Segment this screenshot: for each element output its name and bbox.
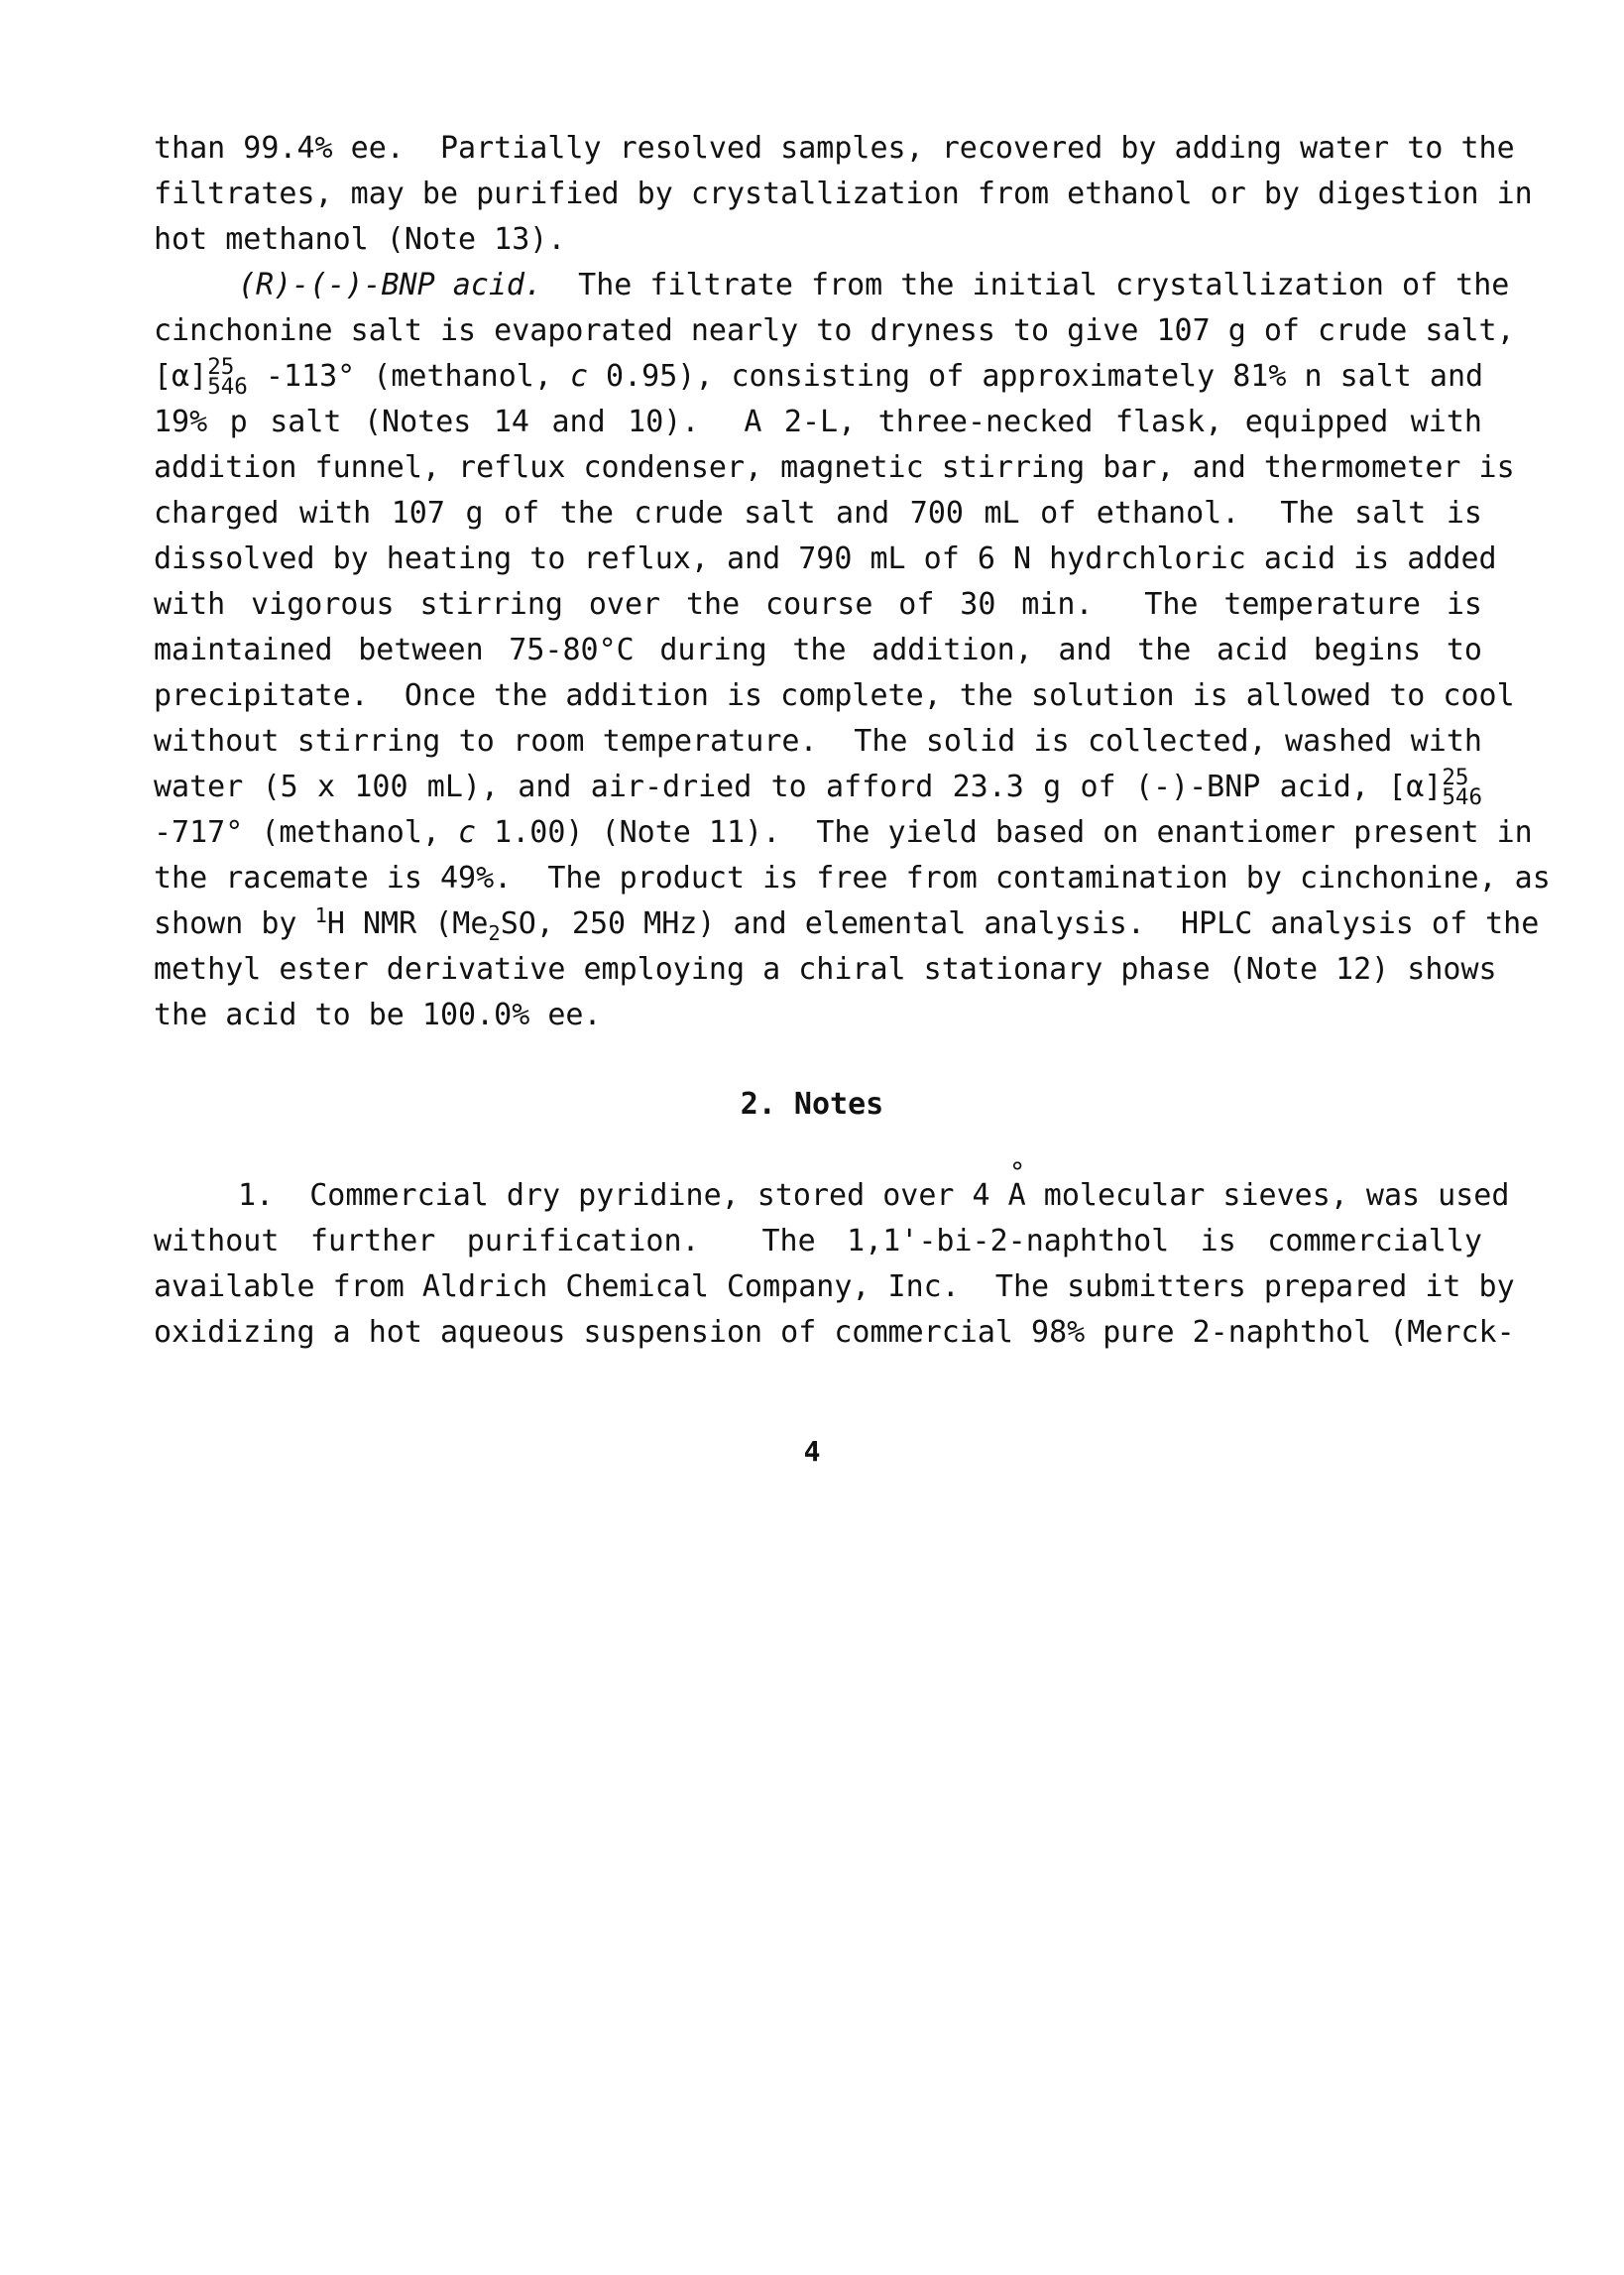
rotation-wavelength: 546 [207,373,248,400]
rotation-symbol: [α] [154,359,208,394]
section-label: (R)-(-)-BNP acid. [238,268,543,302]
body-line: the racemate is 49%. The product is free from contamination by cinchonine, as [154,861,1551,896]
angstrom-symbol: ° A [1008,1176,1026,1216]
subscript: 2 [488,920,501,945]
body-text: molecular sieves, was used [1025,1178,1510,1213]
body-text: -113° (methanol, [247,359,570,394]
body-line: without further purification. The 1,1'-bi-2-naphthol is commercially [154,1224,1482,1258]
page-number: 4 [803,1435,821,1468]
concentration-symbol: c [458,815,477,850]
body-line: precipitate. Once the addition is complete, the solution is allowed to cool [154,678,1515,713]
body-text: water (5 x 100 mL), and air-dried to afford 23.3 g of (-)-BNP acid, [154,770,1389,804]
body-line: than 99.4% ee. Partially resolved samples, recovered by adding water to the [154,131,1515,166]
body-line: available from Aldrich Chemical Company, Inc. The submitters prepared it by [154,1269,1515,1304]
body-line [238,266,1510,305]
rotation-indices [207,354,248,400]
body-line [154,354,1484,400]
superscript: 1 [314,902,327,927]
body-line: addition funnel, reflux condenser, magnetic stirring bar, and thermometer is [154,450,1515,485]
body-line: with vigorous stirring over the course of 30 min. The temperature is [154,587,1482,622]
body-line: hot methanol (Note 13). [154,222,566,257]
body-line [238,1176,1510,1216]
body-line: charged with 107 g of the crude salt and 700 mL of ethanol. The salt is [154,496,1482,531]
body-line: the acid to be 100.0% ee. [154,998,602,1032]
rotation-temp: 25 [207,354,235,381]
body-line: 19% p salt (Notes 14 and 10). A 2-L, three-necked flask, equipped with [154,405,1482,439]
body-line: maintained between 75-80°C during the addition, and the acid begins to [154,633,1482,667]
body-text: The filtrate from the initial crystallization of the [542,268,1510,302]
body-text: SO, 250 MHz) and elemental analysis. HPLC analysis of the [500,906,1540,941]
body-line [154,813,1533,853]
body-text: -717° (methanol, [154,815,459,850]
concentration-symbol: c [569,359,588,394]
rotation-symbol: [α] [1388,770,1443,804]
body-line: filtrates, may be purified by crystallization from ethanol or by digestion in [154,177,1533,211]
rotation-wavelength: 546 [1442,783,1482,810]
body-text: shown by [154,906,315,941]
body-line: oxidizing a hot aqueous suspension of commercial 98% pure 2-naphthol (Merck- [154,1315,1515,1350]
rotation-temp: 25 [1442,765,1469,791]
body-line: methyl ester derivative employing a chiral stationary phase (Note 12) shows [154,952,1497,987]
body-text: 1. Commercial dry pyridine, stored over 4 [238,1178,1008,1213]
body-text: H NMR (Me [326,906,489,941]
rotation-indices [1442,765,1482,810]
body-text: 0.95), consisting of approximately 81% n salt and [588,359,1484,394]
body-line: dissolved by heating to reflux, and 790 mL of 6 N hydrchloric acid is added [154,541,1497,576]
section-heading: 2. Notes [740,1087,884,1122]
body-text: 1.00) (Note 11). The yield based on enantiomer present in [476,815,1533,850]
body-line [154,765,1482,810]
body-line [154,902,1540,946]
body-line: cinchonine salt is evaporated nearly to dryness to give 107 g of crude salt, [154,313,1515,348]
body-line: without stirring to room temperature. The solid is collected, washed with [154,724,1482,759]
